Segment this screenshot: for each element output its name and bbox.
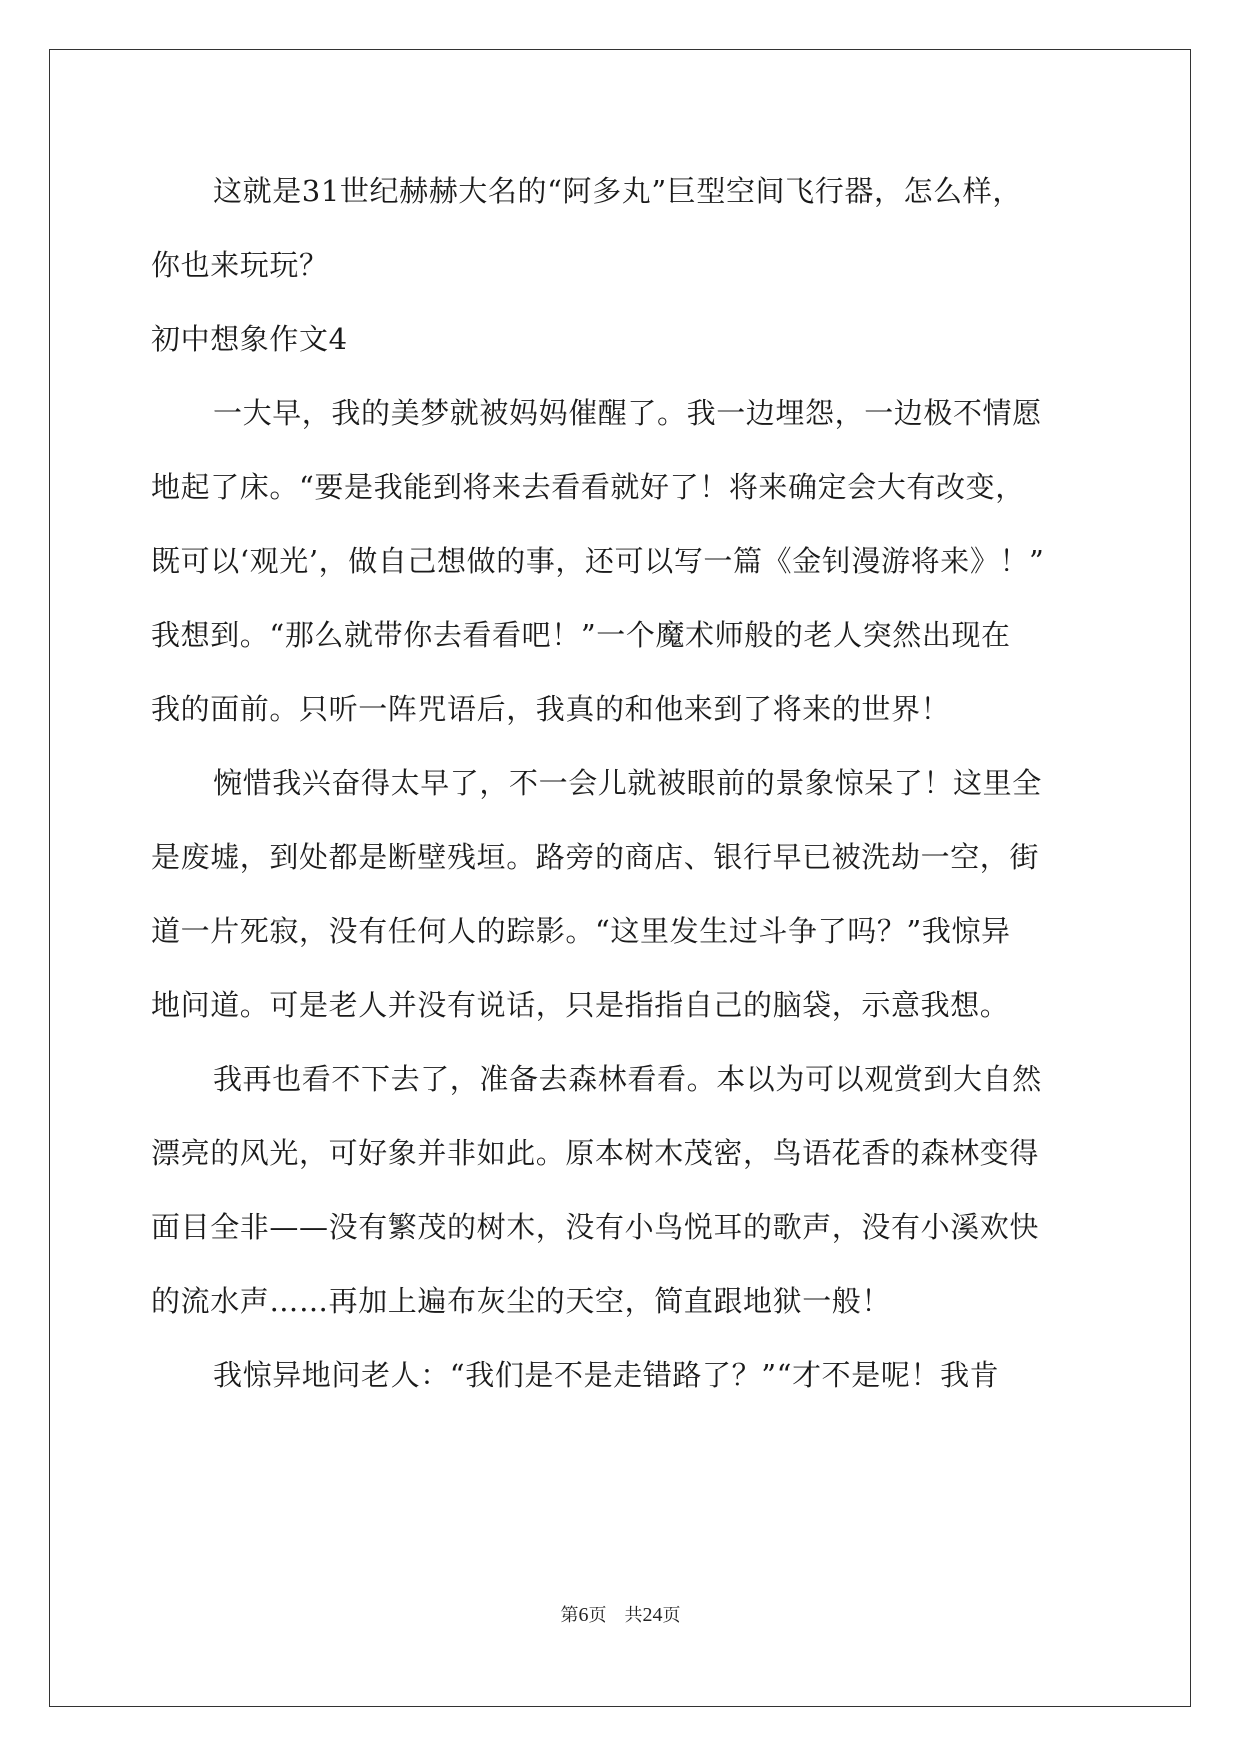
section-title: 初中想象作文4: [151, 322, 348, 356]
paragraph-line: 这就是31世纪赫赫大名的“阿多丸”巨型空间飞行器，怎么样，: [213, 174, 1022, 208]
paragraph-line: 我再也看不下去了，准备去森林看看。本以为可以观赏到大自然: [213, 1062, 1042, 1096]
paragraph-line: 一大早，我的美梦就被妈妈催醒了。我一边埋怨，一边极不情愿: [213, 396, 1042, 430]
page-mid: 页 共: [588, 1605, 643, 1626]
paragraph-line: 是废墟，到处都是断壁残垣。路旁的商店、银行早已被洗劫一空，街: [151, 840, 1040, 874]
current-page-number: 6: [578, 1604, 589, 1626]
paragraph-line: 地起了床。“要是我能到将来去看看就好了！将来确定会大有改变，: [151, 470, 1025, 504]
paragraph-line: 的流水声……再加上遍布灰尘的天空，简直跟地狱一般！: [151, 1284, 892, 1318]
paragraph-line: 你也来玩玩？: [151, 248, 329, 282]
paragraph-line: 漂亮的风光，可好象并非如此。原本树木茂密，鸟语花香的森林变得: [151, 1136, 1040, 1170]
page-prefix: 第: [560, 1605, 579, 1626]
paragraph-line: 我想到。“那么就带你去看看吧！”一个魔术师般的老人突然出现在: [151, 618, 1011, 652]
paragraph-line: 面目全非——没有繁茂的树木，没有小鸟悦耳的歌声，没有小溪欢快: [151, 1210, 1040, 1244]
page-suffix: 页: [662, 1605, 681, 1626]
paragraph-line: 我的面前。只听一阵咒语后，我真的和他来到了将来的世界！: [151, 692, 951, 726]
page-border: [49, 49, 1191, 1707]
page-footer: [0, 1603, 1241, 1628]
paragraph-line: 地问道。可是老人并没有说话，只是指指自己的脑袋，示意我想。: [151, 988, 1010, 1022]
paragraph-line: 我惊异地问老人：“我们是不是走错路了？”“才不是呢！我肯: [213, 1358, 1000, 1392]
paragraph-line: 惋惜我兴奋得太早了，不一会儿就被眼前的景象惊呆了！这里全: [213, 766, 1042, 800]
paragraph-line: 道一片死寂，没有任何人的踪影。“这里发生过斗争了吗？”我惊异: [151, 914, 1011, 948]
paragraph-line: 既可以‘观光’，做自己想做的事，还可以写一篇《金钊漫游将来》！”: [151, 544, 1045, 578]
total-page-number: 24: [642, 1604, 663, 1626]
